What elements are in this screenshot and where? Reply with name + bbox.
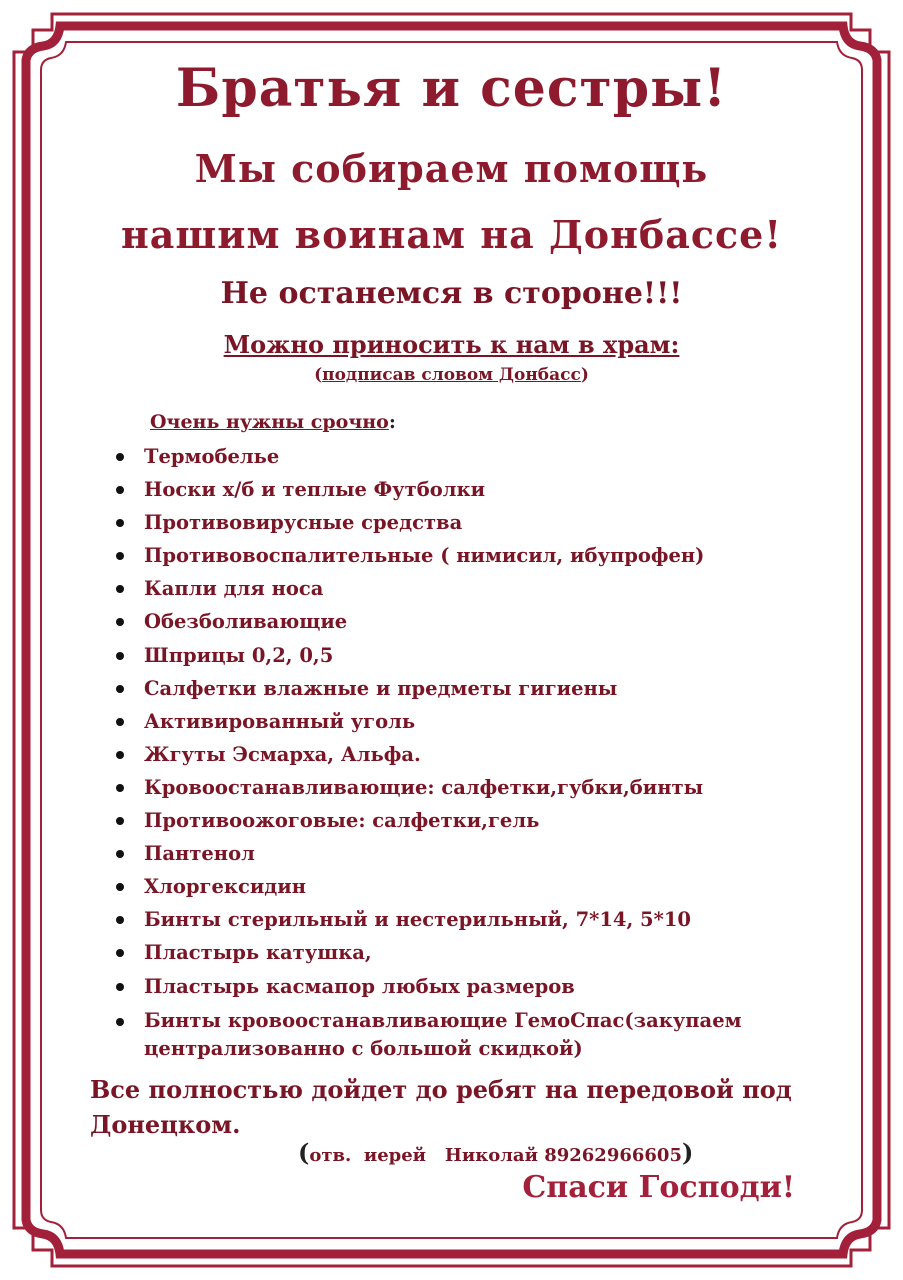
bullet-icon (116, 883, 124, 891)
list-item-text: Пластырь катушка, (144, 941, 372, 965)
needed-items-list (112, 440, 812, 1067)
bullet-icon (116, 652, 124, 660)
list-item-text: Шприцы 0,2, 0,5 (144, 643, 334, 667)
bullet-icon (116, 519, 124, 527)
list-item-text: Салфетки влажные и предметы гигиены (144, 676, 618, 700)
bullet-icon (116, 552, 124, 560)
list-item-text: Жгуты Эсмарха, Альфа. (144, 742, 421, 766)
bullet-icon (116, 916, 124, 924)
list-item-text: Противовирусные средства (144, 511, 463, 535)
list-item (112, 738, 812, 771)
list-item-text: Хлоргексидин (144, 875, 307, 899)
poster-title: Братья и сестры! (175, 58, 728, 119)
urgent-needs-colon: : (388, 411, 396, 433)
bullet-icon (116, 784, 124, 792)
list-item (112, 539, 812, 572)
list-item-text: Противоожоговые: салфетки,гель (144, 809, 540, 833)
list-item-text: Пластырь касмапор любых размеров (144, 974, 575, 998)
list-item-text: Противовоспалительные ( нимисил, ибупрофен) (144, 544, 705, 568)
contact-role: иерей (363, 1145, 427, 1166)
urgent-needs-heading (150, 411, 396, 433)
poster-subtitle-line1: Мы собираем помощь (194, 146, 709, 191)
bullet-icon (116, 685, 124, 693)
list-item (112, 870, 812, 903)
list-item (112, 639, 812, 672)
bullet-icon (116, 817, 124, 825)
list-item-text: Бинты кровоостанавливающие ГемоСпас(закупаем централизованно с большой скидкой) (144, 1008, 742, 1060)
contact-name-phone: Николай 89262966605 (444, 1145, 682, 1166)
bullet-icon (116, 1018, 124, 1026)
list-item-text: Обезболивающие (144, 610, 348, 634)
list-item (112, 672, 812, 705)
urgent-needs-label: Очень нужны срочно (150, 411, 389, 433)
list-item-text: Бинты стерильный и нестерильный, 7*14, 5*10 (144, 908, 691, 932)
list-item (112, 837, 812, 870)
contact-line: (отв. иерей Николай 89262966605) (298, 1138, 694, 1167)
list-item-text: Активированный уголь (144, 709, 416, 733)
slogan: Не останемся в стороне!!! (220, 276, 683, 311)
list-item (112, 970, 812, 1003)
list-item (112, 705, 812, 738)
bring-to-church-text: Можно приносить к нам в храм: (223, 330, 680, 359)
bullet-icon (116, 983, 124, 991)
list-item-text: Носки х/б и теплые Футболки (144, 478, 486, 502)
label-note-text: подписав словом Донбасс (322, 365, 581, 385)
list-item-text: Кровоостанавливающие: салфетки,губки,бинты (144, 775, 704, 799)
bullet-icon (116, 949, 124, 957)
blessing-text: Спаси Господи! (522, 1170, 795, 1205)
bullet-icon (116, 585, 124, 593)
list-item (112, 903, 812, 936)
list-item (112, 936, 812, 969)
bullet-icon (116, 486, 124, 494)
list-item (112, 440, 812, 473)
bullet-icon (116, 718, 124, 726)
list-item-text: Пантенол (144, 842, 255, 866)
list-item-text: Термобелье (144, 445, 280, 468)
list-item (112, 473, 812, 506)
delivery-statement: Все полностью дойдет до ребят на передовой под Донецком. (90, 1075, 792, 1139)
bullet-icon (116, 453, 124, 461)
list-item-text: Капли для носа (144, 577, 324, 601)
poster-subtitle-line2: нашим воинам на Донбассе! (120, 212, 783, 257)
bullet-icon (116, 618, 124, 626)
list-item (112, 572, 812, 605)
list-item (112, 605, 812, 638)
list-item (112, 1003, 764, 1067)
bullet-icon (116, 751, 124, 759)
list-item (112, 506, 812, 539)
list-item (112, 804, 812, 837)
bullet-icon (116, 850, 124, 858)
contact-label: отв. (309, 1145, 352, 1166)
list-item (112, 771, 812, 804)
label-note: (подписав словом Донбасс) (314, 365, 589, 385)
